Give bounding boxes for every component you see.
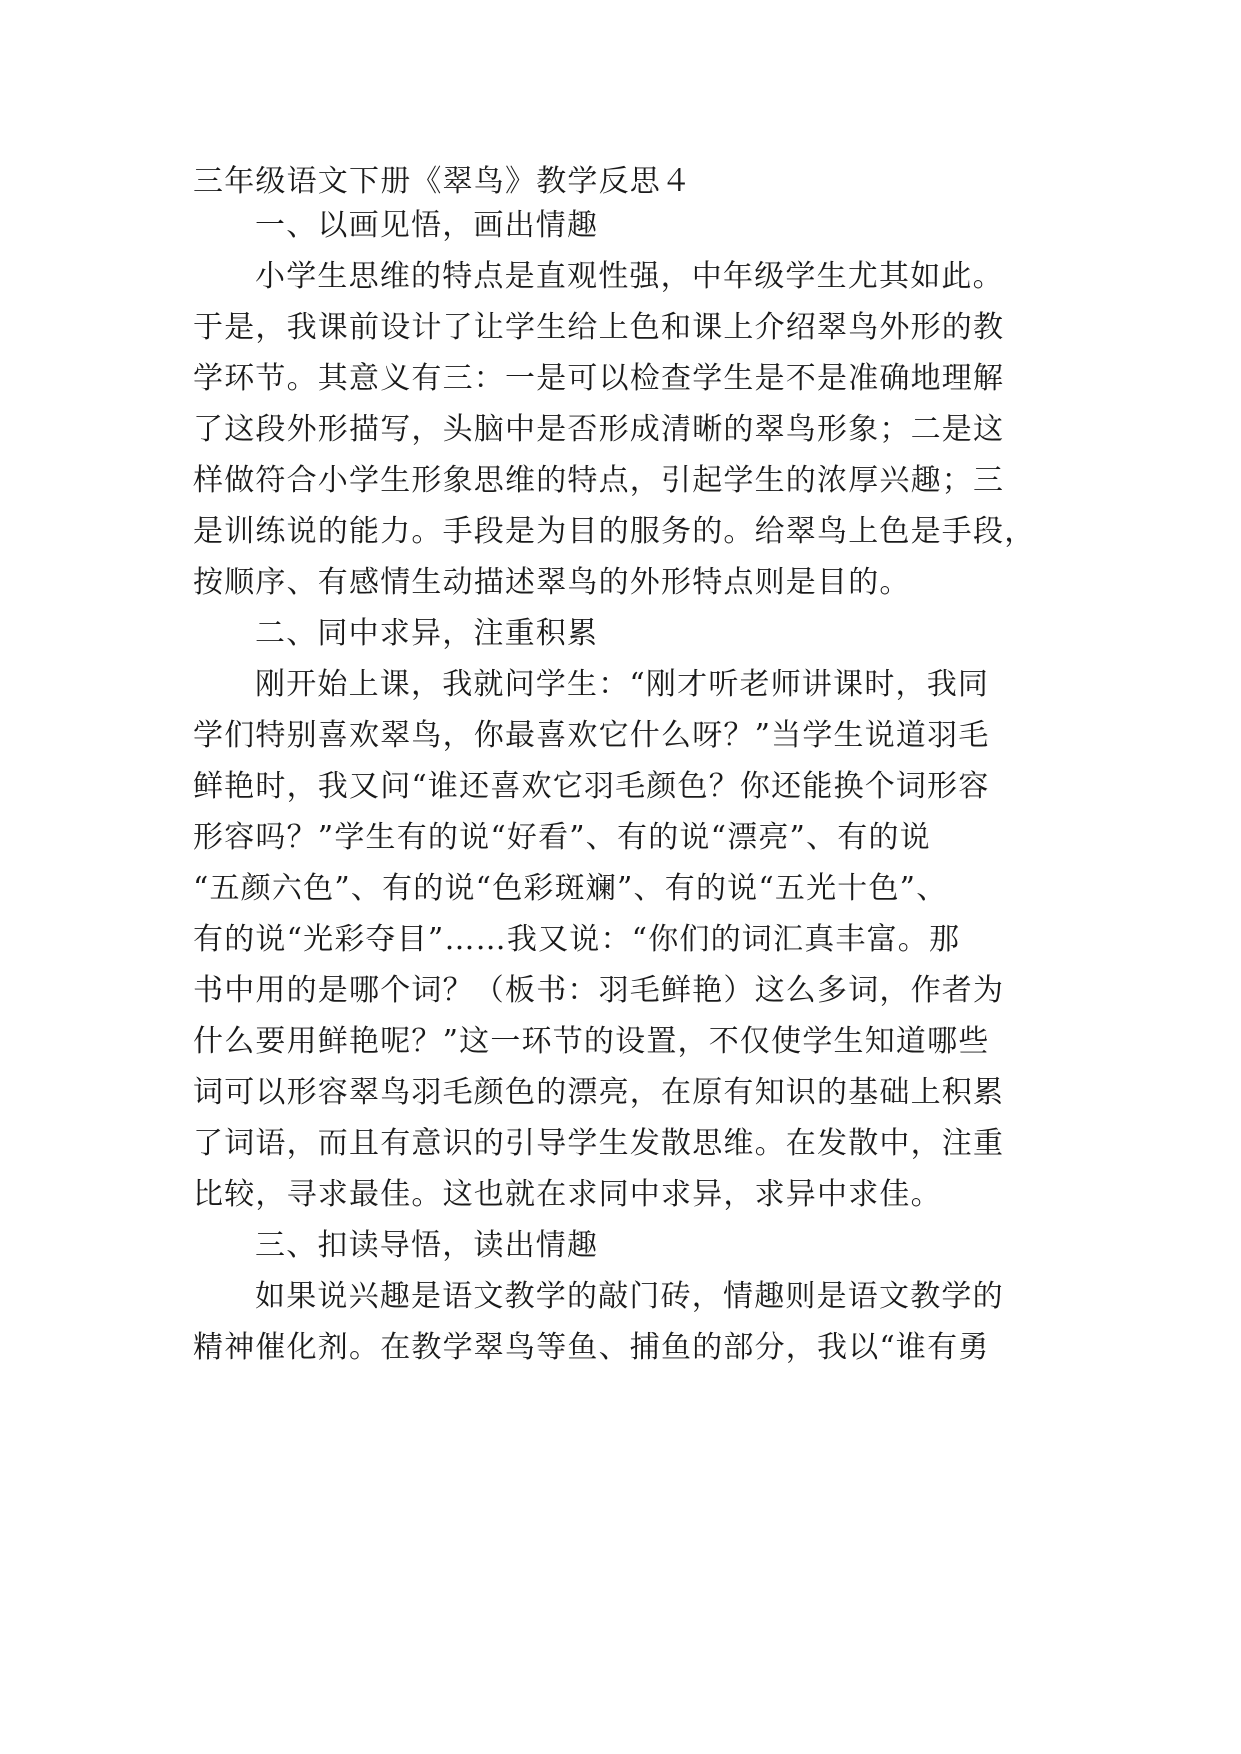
paragraph-line: 于是，我课前设计了让学生给上色和课上介绍翠鸟外形的教 — [193, 310, 1005, 345]
paragraph-line: 学环节。其意义有三：一是可以检查学生是不是准确地理解 — [193, 361, 1005, 396]
paragraph-line: 了词语，而且有意识的引导学生发散思维。在发散中，注重 — [193, 1126, 1005, 1161]
paragraph-line: “五颜六色”、有的说“色彩斑斓”、有的说“五光十色”、 — [193, 871, 948, 906]
paragraph-line: 鲜艳时，我又问“谁还喜欢它羽毛颜色？你还能换个词形容 — [193, 769, 990, 804]
document-title: 三年级语文下册《翠鸟》教学反思４ — [193, 164, 693, 199]
paragraph-line: 比较，寻求最佳。这也就在求同中求异，求异中求佳。 — [193, 1177, 942, 1212]
paragraph-line: 形容吗？”学生有的说“好看”、有的说“漂亮”、有的说 — [193, 820, 931, 855]
paragraph-line: 学们特别喜欢翠鸟，你最喜欢它什么呀？”当学生说道羽毛 — [193, 718, 990, 753]
paragraph-line: 词可以形容翠鸟羽毛颜色的漂亮，在原有知识的基础上积累 — [193, 1075, 1005, 1110]
paragraph-line: 刚开始上课，我就问学生：“刚才听老师讲课时，我同 — [255, 667, 990, 702]
paragraph-line: 如果说兴趣是语文教学的敲门砖，情趣则是语文教学的 — [255, 1279, 1004, 1314]
paragraph-line: 书中用的是哪个词？（板书：羽毛鲜艳）这么多词，作者为 — [193, 973, 1005, 1008]
paragraph-line: 了这段外形描写，头脑中是否形成清晰的翠鸟形象；二是这 — [193, 412, 1005, 447]
section-heading-2: 二、同中求异，注重积累 — [255, 616, 599, 651]
paragraph-line: 什么要用鲜艳呢？”这一环节的设置，不仅使学生知道哪些 — [193, 1024, 990, 1059]
paragraph-line: 样做符合小学生形象思维的特点，引起学生的浓厚兴趣；三 — [193, 463, 1005, 498]
paragraph-line: 小学生思维的特点是直观性强，中年级学生尤其如此。 — [255, 259, 1004, 294]
section-heading-1: 一、以画见悟，画出情趣 — [255, 208, 599, 243]
paragraph-line: 精神催化剂。在教学翠鸟等鱼、捕鱼的部分，我以“谁有勇 — [193, 1330, 990, 1365]
section-heading-3: 三、扣读导悟，读出情趣 — [255, 1228, 599, 1263]
paragraph-line: 是训练说的能力。手段是为目的服务的。给翠鸟上色是手段， — [193, 514, 1036, 549]
paragraph-line: 按顺序、有感情生动描述翠鸟的外形特点则是目的。 — [193, 565, 911, 600]
paragraph-line: 有的说“光彩夺目”……我又说：“你们的词汇真丰富。那 — [193, 922, 961, 957]
